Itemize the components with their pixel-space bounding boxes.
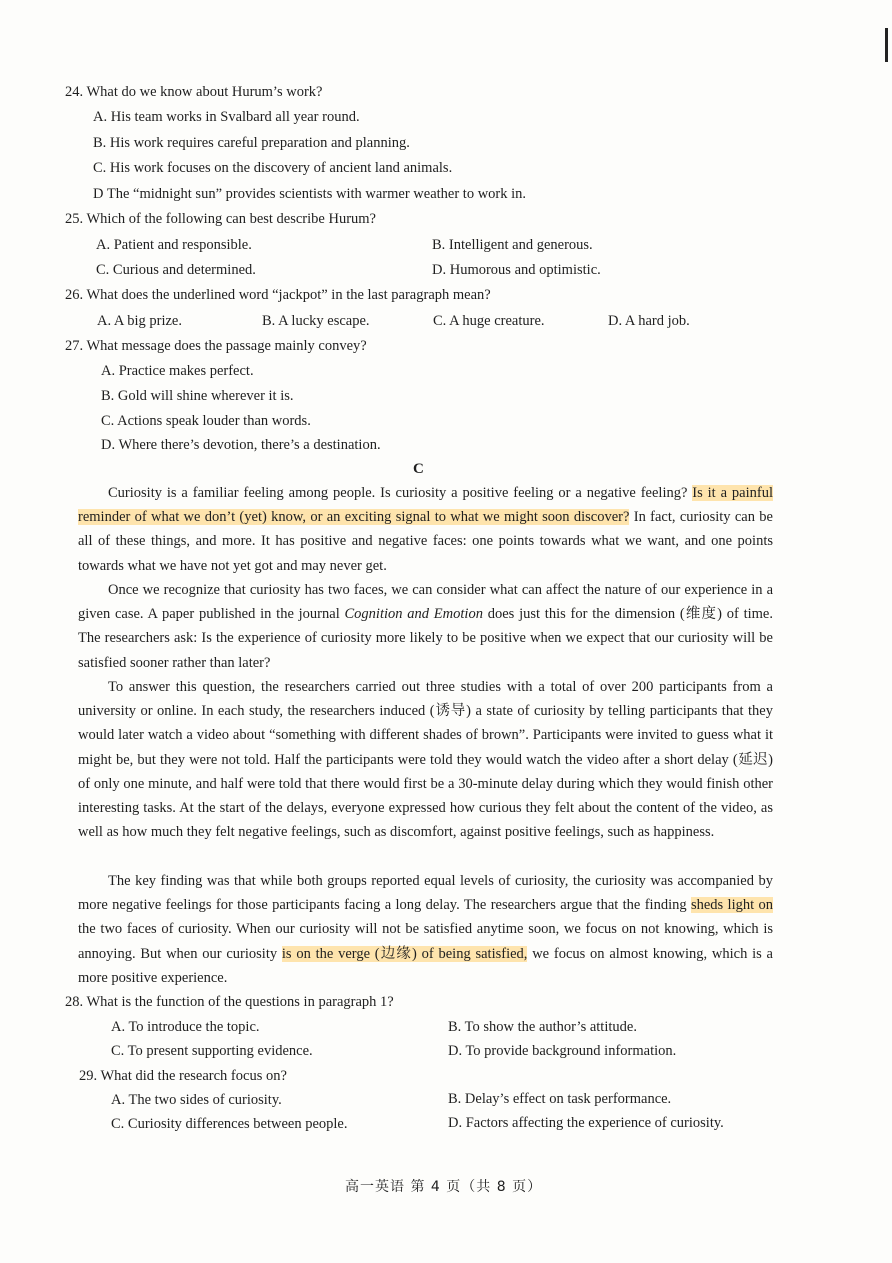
p4-text-a: The key finding was that while both groups reported equal levels of curiosity, the curiosity was accompanied by more negative feelings for those participants facing a long delay. The researchers argue that the finding bbox=[78, 873, 773, 914]
question-27-stem: 27. What message does the passage mainly convey? bbox=[65, 338, 367, 354]
passage-paragraph-2 bbox=[78, 578, 773, 675]
question-24-stem: 24. What do we know about Hurum’s work? bbox=[65, 84, 323, 100]
p4-text-c: we focus on almost knowing, which is a more positive experience. bbox=[78, 945, 773, 986]
q28-option-b: B. To show the author’s attitude. bbox=[448, 1019, 637, 1035]
q24-option-d: D The “midnight sun” provides scientists with warmer weather to work in. bbox=[93, 186, 527, 202]
q24-option-c: C. His work focuses on the discovery of ancient land animals. bbox=[93, 160, 453, 176]
q29-option-b: B. Delay’s effect on task performance. bbox=[448, 1091, 672, 1107]
passage-paragraph-3 bbox=[78, 675, 773, 844]
p1-text-b: In fact, curiosity can be all of these things, and more. It has positive and negative faces: one points towards what we want, and one points towards what we have not yet got and may never get. bbox=[78, 509, 773, 574]
q25-option-b: B. Intelligent and generous. bbox=[432, 237, 593, 253]
p3-text: To answer this question, the researchers carried out three studies with a total of over 200 participants from a university or online. In each study, the researchers induced (诱导) a state of curiosity by telling participants that they would later watch a video about “something with different shades of brown”. Participants were invited to guess what it might be, but they were not told. Half the participants were told they would watch the video after a short delay (延迟) of only one minute, and half were told that there would first be a 30-minute delay during which they would finish other interesting tasks. At the start of the delays, everyone expressed how curious they felt about the content of the video, as well as how much they felt negative feelings, such as discomfort, against positive feelings, such as happiness. bbox=[78, 679, 773, 841]
p4-highlight-1: sheds light on bbox=[690, 897, 773, 914]
passage-paragraph-4 bbox=[78, 869, 773, 990]
p2-journal-title: Cognition and Emotion bbox=[344, 606, 483, 623]
p2-text-a: Once we recognize that curiosity has two faces, we can consider what can affect the nature of our experience in a given case. A paper published in the journal bbox=[78, 582, 773, 623]
question-29-stem: 29. What did the research focus on? bbox=[79, 1068, 287, 1084]
p1-text-a: Curiosity is a familiar feeling among people. Is curiosity a positive feeling or a negative feeling? bbox=[108, 485, 693, 501]
q26-option-d: D. A hard job. bbox=[608, 313, 690, 329]
q28-option-d: D. To provide background information. bbox=[448, 1043, 677, 1059]
q24-option-b: B. His work requires careful preparation and planning. bbox=[93, 135, 410, 151]
p1-highlight: Is it a painful reminder of what we don’t (yet) know, or an exciting signal to what we might soon discover? bbox=[78, 485, 773, 526]
q27-option-c: C. Actions speak louder than words. bbox=[101, 413, 311, 429]
page-footer: 高一英语 第 4 页（共 8 页） bbox=[345, 1179, 543, 1195]
q26-option-a: A. A big prize. bbox=[97, 313, 182, 329]
scan-edge-mark bbox=[885, 28, 888, 62]
question-28-stem: 28. What is the function of the questions in paragraph 1? bbox=[65, 994, 394, 1010]
q24-option-a: A. His team works in Svalbard all year round. bbox=[93, 109, 360, 125]
q25-option-c: C. Curious and determined. bbox=[96, 262, 256, 278]
q25-option-a: A. Patient and responsible. bbox=[96, 237, 252, 253]
q29-option-c: C. Curiosity differences between people. bbox=[111, 1116, 348, 1132]
section-c-heading: C bbox=[413, 461, 424, 477]
q27-option-a: A. Practice makes perfect. bbox=[101, 363, 254, 379]
q27-option-b: B. Gold will shine wherever it is. bbox=[101, 388, 294, 404]
p4-text-b: the two faces of curiosity. When our curiosity will not be satisfied anytime soon, we focus on not knowing, which is annoying. But when our curiosity bbox=[78, 921, 773, 962]
q25-option-d: D. Humorous and optimistic. bbox=[432, 262, 601, 278]
q29-option-d: D. Factors affecting the experience of curiosity. bbox=[448, 1115, 724, 1131]
p2-text-b: does just this for the dimension (维度) of time. The researchers ask: Is the experience of curiosity more likely to be positive when we expect that our curiosity will be satisfied sooner rather than later? bbox=[78, 606, 773, 671]
question-25-stem: 25. Which of the following can best describe Hurum? bbox=[65, 211, 376, 227]
q29-option-a: A. The two sides of curiosity. bbox=[111, 1092, 282, 1108]
q26-option-b: B. A lucky escape. bbox=[262, 313, 370, 329]
q27-option-d: D. Where there’s devotion, there’s a destination. bbox=[101, 437, 381, 453]
q28-option-a: A. To introduce the topic. bbox=[111, 1019, 260, 1035]
q28-option-c: C. To present supporting evidence. bbox=[111, 1043, 313, 1059]
question-26-stem: 26. What does the underlined word “jackpot” in the last paragraph mean? bbox=[65, 287, 491, 303]
q26-option-c: C. A huge creature. bbox=[433, 313, 545, 329]
passage-paragraph-1 bbox=[78, 481, 773, 578]
p4-highlight-2: is on the verge (边缘) of being satisfied, bbox=[281, 945, 528, 962]
